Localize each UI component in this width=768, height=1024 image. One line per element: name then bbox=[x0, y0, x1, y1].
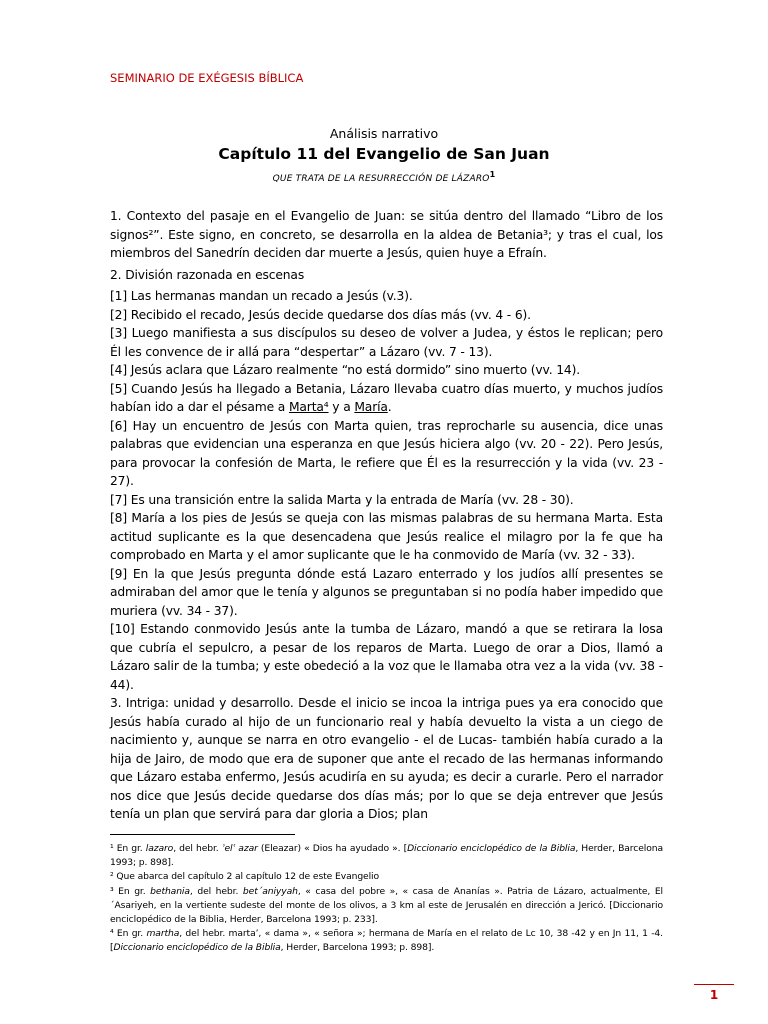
scene-5-end: . bbox=[387, 400, 392, 414]
fn4-c: , del hebr. marta’, « dama », « señora »; hermana de María en el relato de Lc 10, 38 -42 y en Jn 11, 1 -4.[ bbox=[110, 928, 663, 954]
footnote-1 bbox=[110, 842, 663, 870]
scene-5-conj: y a bbox=[328, 400, 355, 414]
fn1-f: Diccionario enciclopédico de la Biblia bbox=[407, 843, 576, 854]
scene-7: [7] Es una transición entre la salida Marta y la entrada de María (vv. 28 - 30). bbox=[110, 492, 574, 507]
footnote-3 bbox=[110, 885, 663, 928]
document-subtitle: Análisis narrativo bbox=[329, 126, 439, 141]
paragraph-context: 1. Contexto del pasaje en el Evangelio de Juan: se sitúa dentro del llamado “Libro de los signos²”. Este signo, en concreto, se desarrolla en la aldea de Betania³; y tras el cual, los miembros del Sanedrín deciden dar muerte a Jesús, quien huye a Efraín. bbox=[110, 209, 663, 260]
page-number-rule bbox=[694, 984, 734, 985]
fn3-d: bet´aniyyah bbox=[242, 885, 298, 897]
scene-9: [9] En la que Jesús pregunta dónde está Lazaro enterrado y los judíos allí presentes se admiraban del amor que le tenía y algunos se preguntaban si no podía haber impedido que muriera (vv. 34 - 37). bbox=[110, 566, 663, 618]
fn3-e: , « casa del pobre », « casa de Ananías ». Patria de Lázaro, actualmente, El´Asariyeh, en la vertiente sudeste del monte de los olivos, a 3 km al este de Jerusalén en dirección a Jericó. [Diccionario enciclopédico de la Biblia, Herder, Barcelona 1993; p. 233]. bbox=[110, 885, 663, 926]
fn4-b: martha bbox=[146, 928, 180, 940]
scene-2: [2] Recibido el recado, Jesús decide quedarse dos días más (vv. 4 - 6). bbox=[110, 307, 531, 322]
fn4-e: , Herder, Barcelona 1993; p. 898]. bbox=[280, 942, 435, 954]
fn1-g: , Herder, Barcelona 1993; p. 898]. bbox=[110, 843, 664, 869]
link-marta[interactable]: Marta⁴ bbox=[288, 400, 329, 414]
fn4-a: ⁴ En gr. bbox=[110, 928, 147, 940]
scene-6: [6] Hay un encuentro de Jesús con Marta quien, tras reprocharle su ausencia, dice unas palabras que evidencian una esperanza en que Jesús hiciera algo (vv. 20 - 22). Pero Jesús, para provocar la confesión de Marta, le refiere que Él es la resurrección y la vida (vv. 23 - 27). bbox=[110, 418, 663, 488]
fn4-d: Diccionario enciclopédico de la Biblia bbox=[113, 942, 281, 954]
scene-10: [10] Estando conmovido Jesús ante la tumba de Lázaro, mandó a que se retirara la losa que cubría el sepulcro, a pesar de los reparos de Marta. Luego de orar a Dios, llamó a Lázaro salir de la tumba; y este obedeció a la voz que le llamaba otra vez a la vida (vv. 38 - 44). bbox=[110, 622, 663, 692]
paragraph-intriga: 3. Intriga: unidad y desarrollo. Desde el inicio se incoa la intriga pues ya era conocido que Jesús había curado al hijo de un funcionario real y había devuelto la vista a un ciego de nacimiento y, aunque se narra en otro evangelio - el de Lucas- también había curado a la hija de Jairo, de modo que era de suponer que ante el recado de las hermanas informando que Lázaro estaba enfermo, Jesús acudiría en su ayuda; es decir a curarle. Pero el narrador nos dice que Jesús decide quedarse dos días más; por lo que se deja entrever que Jesús tenía un plan que servirá para dar gloria a Dios; plan bbox=[110, 696, 663, 821]
page-number: 1 bbox=[709, 988, 719, 1002]
footnote-2: ² Que abarca del capítulo 2 al capítulo 12 de este Evangelio bbox=[110, 871, 380, 883]
fn1-a: ¹ En gr. bbox=[110, 843, 146, 854]
footnote-4 bbox=[110, 927, 663, 955]
fn3-b: bethania bbox=[150, 885, 190, 897]
scene-1: [1] Las hermanas mandan un recado a Jesús (v.3). bbox=[110, 289, 413, 303]
fn1-d: ʾelʿ azar bbox=[221, 843, 258, 854]
footnote-ref-1: 1 bbox=[489, 170, 496, 179]
document-subsubtitle bbox=[0, 170, 768, 184]
footnote-separator bbox=[110, 834, 295, 835]
footnotes bbox=[110, 842, 663, 956]
scene-8: [8] María a los pies de Jesús se queja con las mismas palabras de su hermana Marta. Esta actitud suplicante es la que desencadena que Jesús realice el milagro por la fe que ha comprobado en Marta y el amor suplicante que le ha conmovido de María (vv. 32 - 33). bbox=[110, 511, 663, 562]
scene-4: [4] Jesús aclara que Lázaro realmente “no está dormido” sino muerto (vv. 14). bbox=[110, 363, 580, 377]
fn1-c: , del hebr. bbox=[173, 843, 222, 854]
subsubtitle-text: QUE TRATA DE LA RESURRECCIÓN DE LÁZARO bbox=[272, 174, 490, 184]
link-maria[interactable]: María bbox=[354, 400, 388, 414]
document-title: Capítulo 11 del Evangelio de San Juan bbox=[218, 145, 550, 163]
document-header: SEMINARIO DE EXÉGESIS BÍBLICA bbox=[110, 71, 304, 85]
scene-3: [3] Luego manifiesta a sus discípulos su deseo de volver a Judea, y éstos le replican; pero Él les convence de ir allá para “despertar” a Lázaro (vv. 7 - 13). bbox=[110, 326, 663, 359]
scene-5-text: [5] Cuando Jesús ha llegado a Betania, Lázaro llevaba cuatro días muerto, y muchos judíos habían ido a dar el pésame a bbox=[110, 381, 663, 414]
paragraph-division: 2. División razonada en escenas bbox=[110, 267, 305, 282]
fn3-c: , del hebr. bbox=[189, 885, 243, 897]
fn1-e: (Eleazar) « Dios ha ayudado ». [ bbox=[257, 843, 408, 854]
fn3-a: ³ En gr. bbox=[110, 885, 151, 897]
fn1-b: lazaro bbox=[145, 843, 174, 854]
document-body bbox=[110, 207, 663, 824]
scene-5 bbox=[110, 380, 663, 417]
